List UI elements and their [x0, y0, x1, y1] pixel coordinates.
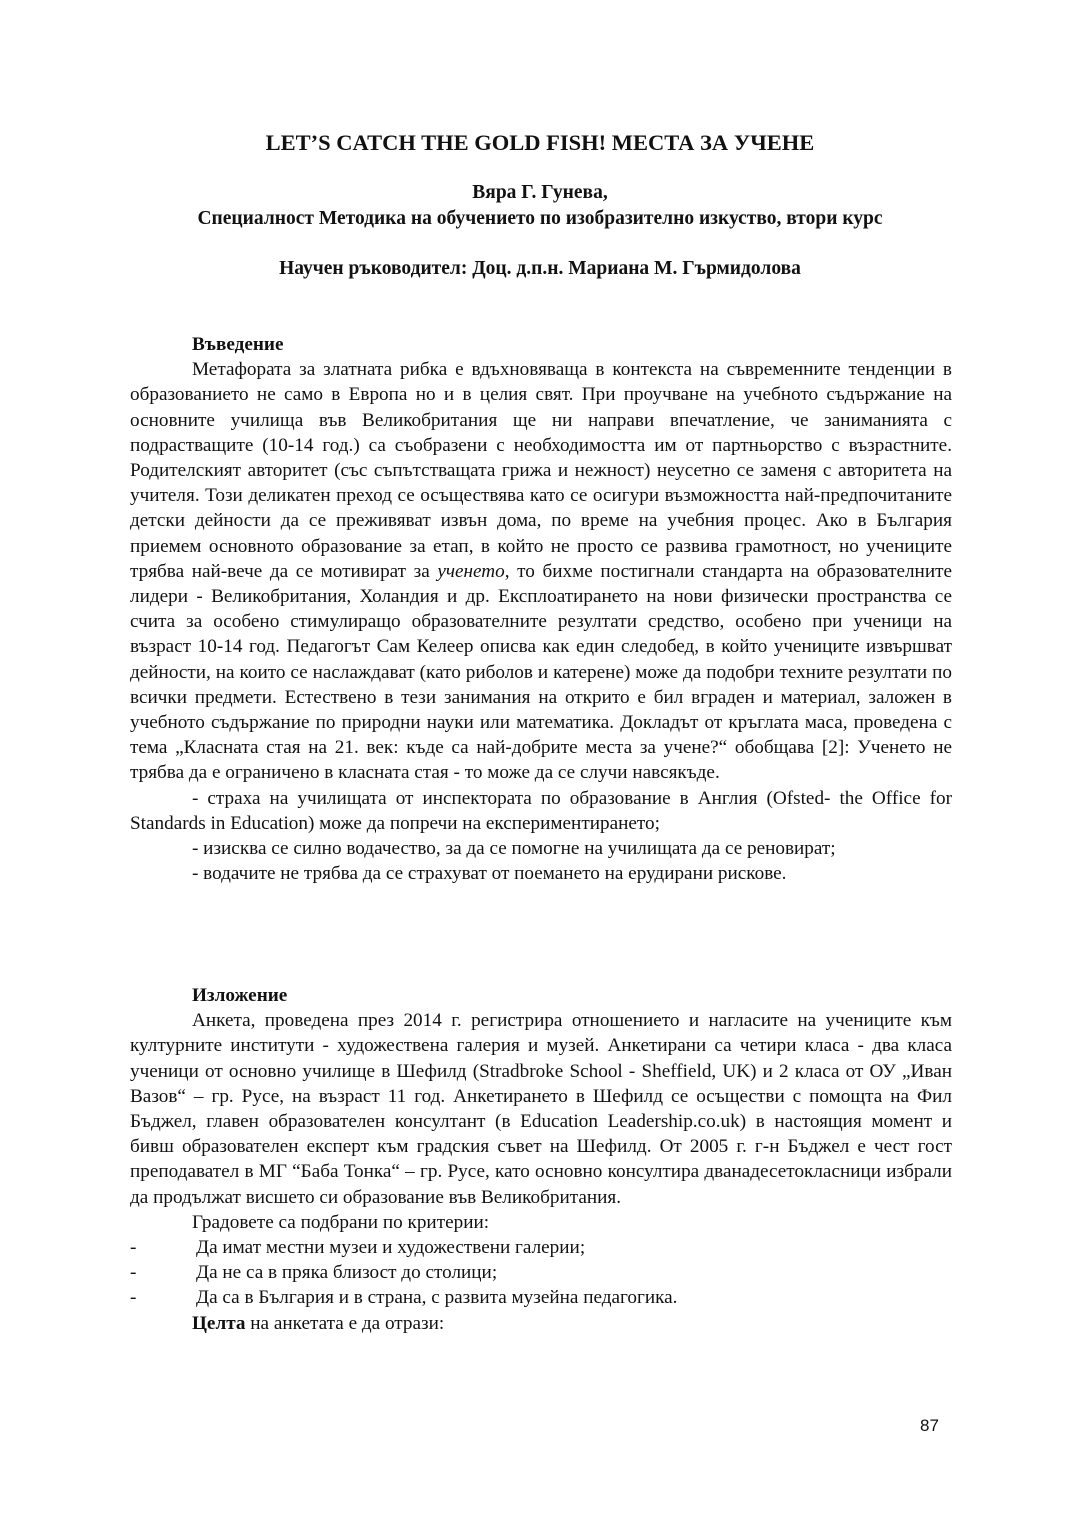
list-dash: -	[130, 1237, 137, 1259]
intro-text-a: Метафората за златната рибка е вдъхновяваща в контекста на съвременните тенденции в образованието не само в Европа но и в целия свят. При проучване на учебното съдържание на основните училища във Великобритания ще ни направи впечатление, че заниманията с подрастващите (10-14 год.) са съобразени с необходимостта им от партньорство с възрастните. Родителският авторитет (със съпътстващата грижа и нежност) неусетно се заменя с авторитета на учителя. Този деликатен преход се осъществява като се осигури възможността най-предпочитаните детски дейности да се преживяват извън дома, по време на учебния процес. Ако в България приемем основното образование за етап, в който не просто се развива грамотност, но учениците трябва най-вече да се мотивират за	[130, 359, 952, 582]
paper-title: LET’S CATCH THE GOLD FISH! МЕСТА ЗА УЧЕНЕ	[265, 130, 815, 155]
criteria-item	[130, 1235, 952, 1260]
scientific-supervisor: Научен ръководител: Доц. д.п.н. Мариана М. Гърмидолова	[279, 258, 801, 279]
intro-point-3: - водачите не трябва да се страхуват от поемането на ерудирани рискове.	[192, 863, 787, 885]
criteria-item	[130, 1260, 952, 1285]
introduction-paragraph	[130, 357, 952, 785]
criteria-item-text: Да имат местни музеи и художествени галерии;	[196, 1237, 586, 1259]
author-specialty: Специалност Методика на обучението по изобразително изкуство, втори курс	[197, 208, 883, 229]
goal-text: на анкетата е да отрази:	[245, 1312, 445, 1334]
page-number: 87	[920, 1416, 939, 1435]
author-name: Вяра Г. Гунева,	[472, 182, 608, 203]
criteria-item-text: Да са в България и в страна, с развита музейна педагогика.	[196, 1287, 678, 1309]
introduction-heading: Въведение	[192, 334, 284, 355]
list-dash: -	[130, 1262, 137, 1284]
goal-bold: Целта	[192, 1312, 246, 1334]
exposition-paragraph: Анкета, проведена през 2014 г. регистрира отношението и нагласите на учениците към културните институти - художествена галерия и музей. Анкетирани са четири класа - два класа ученици от основно училище в Шефилд (Stradbroke School - Sheffield, UK) и 2 класа от ОУ „Иван Вазов“ – гр. Русе, на възраст 11 год. Анкетирането в Шефилд се осъществи с помощта на Фил Бъджел, главен образователен консултант (в Education Leadership.co.uk) в настоящия момент и бивш образователен експерт към градския съвет на Шефилд. От 2005 г. г-н Бъджел е чест гост преподавател в МГ “Баба Тонка“ – гр. Русе, като основно консултира дванадесетокласници избрали да продължат висшето си образование във Великобритания.	[130, 1010, 952, 1208]
intro-text-b: , то бихме постигнали стандарта на образователните лидери - Великобритания, Холандия и др. Експлоатирането на нови физически пространства се счита за особено стимулиращо образователните резултати средство, особено при ученици на възраст 10-14 год. Педагогът Сам Келеер описва как един следобед, в който учениците извършват дейности, на които се наслаждават (като риболов и катерене) може да подобри техните резултати по всички предмети. Естествено в тези занимания на открито е бил вграден и материал, заложен в учебното съдържание по природни науки или математика. Докладът от кръглата маса, проведена с тема „Класната стая на 21. век: къде са най-добрите места за учене?“ обобщава [2]: Ученето не трябва да е ограничено в класната стая - то може да се случи навсякъде.	[130, 560, 952, 784]
intro-point-1: - страха на училищата от инспектората по образование в Англия (Ofsted- the Office for Standards in Education) може да попречи на експериментирането;	[130, 787, 952, 834]
exposition-heading: Изложение	[192, 985, 288, 1006]
intro-emphasis: ученето	[437, 560, 505, 582]
criteria-intro: Градовете са подбрани по критерии:	[192, 1211, 490, 1233]
intro-point-2: - изисква се силно водачество, за да се помогне на училищата да се реновират;	[192, 838, 836, 860]
list-dash: -	[130, 1287, 137, 1309]
goal-line	[130, 1311, 952, 1336]
introduction-section	[130, 332, 952, 886]
criteria-item-text: Да не са в пряка близост до столици;	[196, 1262, 498, 1284]
exposition-section	[130, 983, 952, 1336]
criteria-item	[130, 1285, 952, 1310]
